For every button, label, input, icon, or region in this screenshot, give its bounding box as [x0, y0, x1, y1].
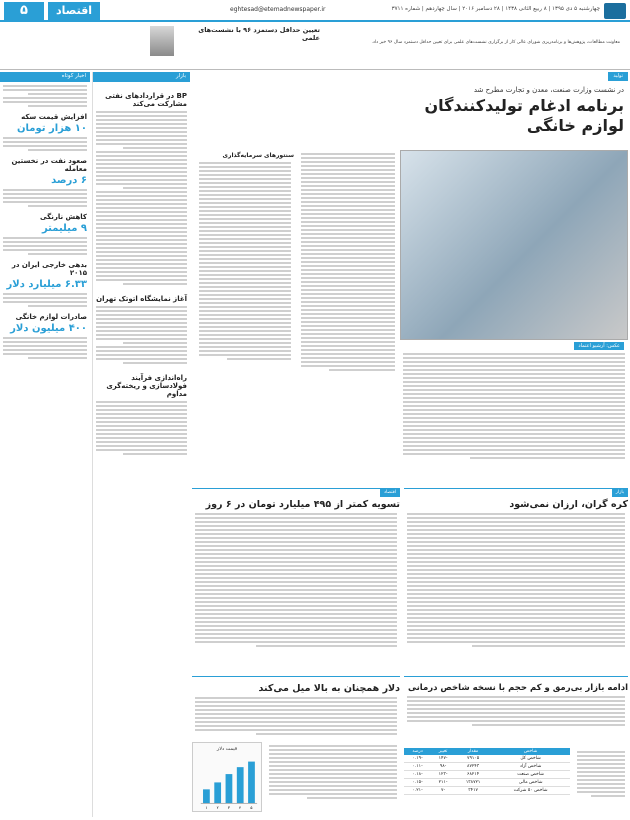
hero-continued-text [400, 350, 628, 480]
chart-bar [237, 767, 244, 803]
table-header-row [404, 748, 570, 755]
chart-tick-label: ۱ [205, 805, 208, 811]
table-row [404, 787, 570, 795]
table-cell: شاخص ۵۰ شرکت [491, 787, 570, 795]
stat-value: ۹ میلیمتر [41, 223, 87, 234]
table-cell: -۰.۱۱ [404, 763, 431, 771]
dollar-story [192, 676, 400, 740]
table-cell: شاخص کل [491, 755, 570, 763]
portrait-photo [150, 26, 174, 56]
table-cell: -۲۱۱ [431, 779, 455, 787]
dateline: چهارشنبه ۵ دی ۱۳۹۵ | ۸ ربیع الثانی ۱۴۳۸ | ۲۸ دسامبر ۲۰۱۶ | سال چهاردهم | شماره ۳۷۱۱ [391, 6, 600, 12]
newspaper-logo-icon [604, 3, 626, 19]
settlement-headline[interactable]: تسویه کمتر از ۴۹۵ میلیارد تومان در ۶ روز [205, 499, 400, 510]
chart-tick-label: ۳ [227, 805, 230, 811]
stat-value: ۶.۳۳ میلیارد دلار [6, 279, 87, 290]
stat-title[interactable]: صادرات لوازم خانگی [15, 313, 87, 321]
table-header: درصد [404, 748, 431, 755]
photo-caption: عکس: آرشیو اعتماد [574, 342, 624, 350]
settlement-tag: اقتصاد [380, 489, 400, 497]
chart-bar [248, 762, 255, 804]
col2-head: بازار [93, 72, 190, 82]
chart-title: قیمت دلار [216, 745, 238, 752]
table-cell: ۶۸۲۱۴ [455, 771, 491, 779]
stat-title[interactable]: افزایش قیمت سکه [21, 113, 87, 121]
car-tag: بازار [612, 489, 628, 497]
table-cell: -۹۸ [431, 763, 455, 771]
bp-headline[interactable]: BP در قراردادهای نفتی مشارکت می‌کند [105, 92, 187, 108]
table-cell: شاخص آزاد [491, 763, 570, 771]
hero-tag: تولید [608, 72, 628, 81]
section-label: اقتصاد [48, 2, 100, 20]
chart-bar [203, 789, 210, 803]
table-cell: ۸۷۲۴۳ [455, 763, 491, 771]
table-cell: -۱۲۳ [431, 771, 455, 779]
table-cell: -۰.۱۹ [404, 755, 431, 763]
factory-worker-photo [400, 150, 628, 340]
hero-headline[interactable]: برنامه ادغام تولیدکنندگان لوازم خانگی [424, 96, 624, 135]
stat-value: ۶ درصد [51, 175, 87, 186]
strip-title[interactable]: تعیین حداقل دستمزد ۹۶ با نشست‌های علمی [198, 26, 320, 42]
headline-strip [0, 24, 630, 70]
chart-tick-label: ۴ [239, 805, 242, 811]
table-row [404, 763, 570, 771]
dollar-headline[interactable]: دلار همچنان به بالا میل می‌کند [258, 683, 400, 694]
car-headline[interactable]: کره گران، ارزان نمی‌شود [509, 499, 628, 510]
table-cell: -۷ [431, 787, 455, 795]
masthead-bar [0, 0, 630, 22]
chart-bar [214, 782, 221, 803]
hero-text-col-2 [298, 150, 398, 480]
table-cell: -۱۴۷ [431, 755, 455, 763]
car-story [404, 488, 628, 668]
bourse-story [404, 676, 628, 744]
table-cell: ۷۹۱۰۵ [455, 755, 491, 763]
stat-title[interactable]: صعود نفت در نخستین معامله [11, 157, 87, 173]
steel-headline[interactable]: راه‌اندازی فرآیند فولادسازی و ریخته‌گری مداوم [106, 374, 187, 398]
chart-tick-label: ۵ [250, 805, 253, 811]
second-column [92, 72, 190, 817]
page-number: ۵ [4, 2, 44, 20]
table-row [404, 771, 570, 779]
table-cell: شاخص مالی [491, 779, 570, 787]
table-cell: ۳۴۱۷ [455, 787, 491, 795]
settlement-story [192, 488, 400, 668]
chart-bar [226, 774, 233, 803]
contact-email[interactable]: eghtesad@etemadnewspaper.ir [230, 6, 326, 13]
hero-kicker: در نشست وزارت صنعت، معدن و تجارت مطرح شد [473, 86, 624, 94]
bourse-text [574, 748, 628, 816]
dollar-chart-svg [193, 743, 261, 811]
table-header: شاخص [491, 748, 570, 755]
index-table [404, 748, 570, 795]
table-cell: ۱۳۸۷۲۱ [455, 779, 491, 787]
chart-tick-label: ۲ [216, 805, 219, 811]
table-row [404, 779, 570, 787]
stat-title[interactable]: کاهش نارنگی [40, 213, 87, 221]
left-text-block [3, 85, 87, 107]
hero-text-col-1 [196, 150, 294, 480]
dollar-chart [192, 742, 262, 812]
stat-value: ۴۰۰ میلیون دلار [10, 323, 87, 334]
left-column [0, 72, 90, 817]
table-row [404, 755, 570, 763]
left-column-head: اخبار کوتاه [0, 72, 90, 82]
expo-headline[interactable]: آغاز نمایشگاه اتوتک تهران [96, 295, 187, 303]
table-header: مقدار [455, 748, 491, 755]
stat-value: ۱۰ هزار تومان [16, 123, 87, 134]
table-cell: -۰.۱۵ [404, 779, 431, 787]
stat-title[interactable]: بدهی خارجی ایران در ۲۰۱۵ [11, 261, 87, 277]
table-cell: شاخص صنعت [491, 771, 570, 779]
table-cell: -۰.۲۱ [404, 787, 431, 795]
strip-body: معاونت مطالعات، پژوهش‌ها و برنامه‌ریزی شورای عالی کار از برگزاری نشست‌های علمی برای تعیین حداقل دستمزد سال ۹۶ خبر داد. [371, 40, 620, 45]
dollar-text [266, 742, 400, 816]
table-cell: -۰.۱۸ [404, 771, 431, 779]
bourse-headline[interactable]: ادامه بازار بی‌رمق و کم حجم با نسخه شاخص درمانی [407, 683, 628, 693]
table-header: تغییر [431, 748, 455, 755]
boxed-headline[interactable]: سنتورهای سرمایه‌گذاری [222, 152, 294, 159]
